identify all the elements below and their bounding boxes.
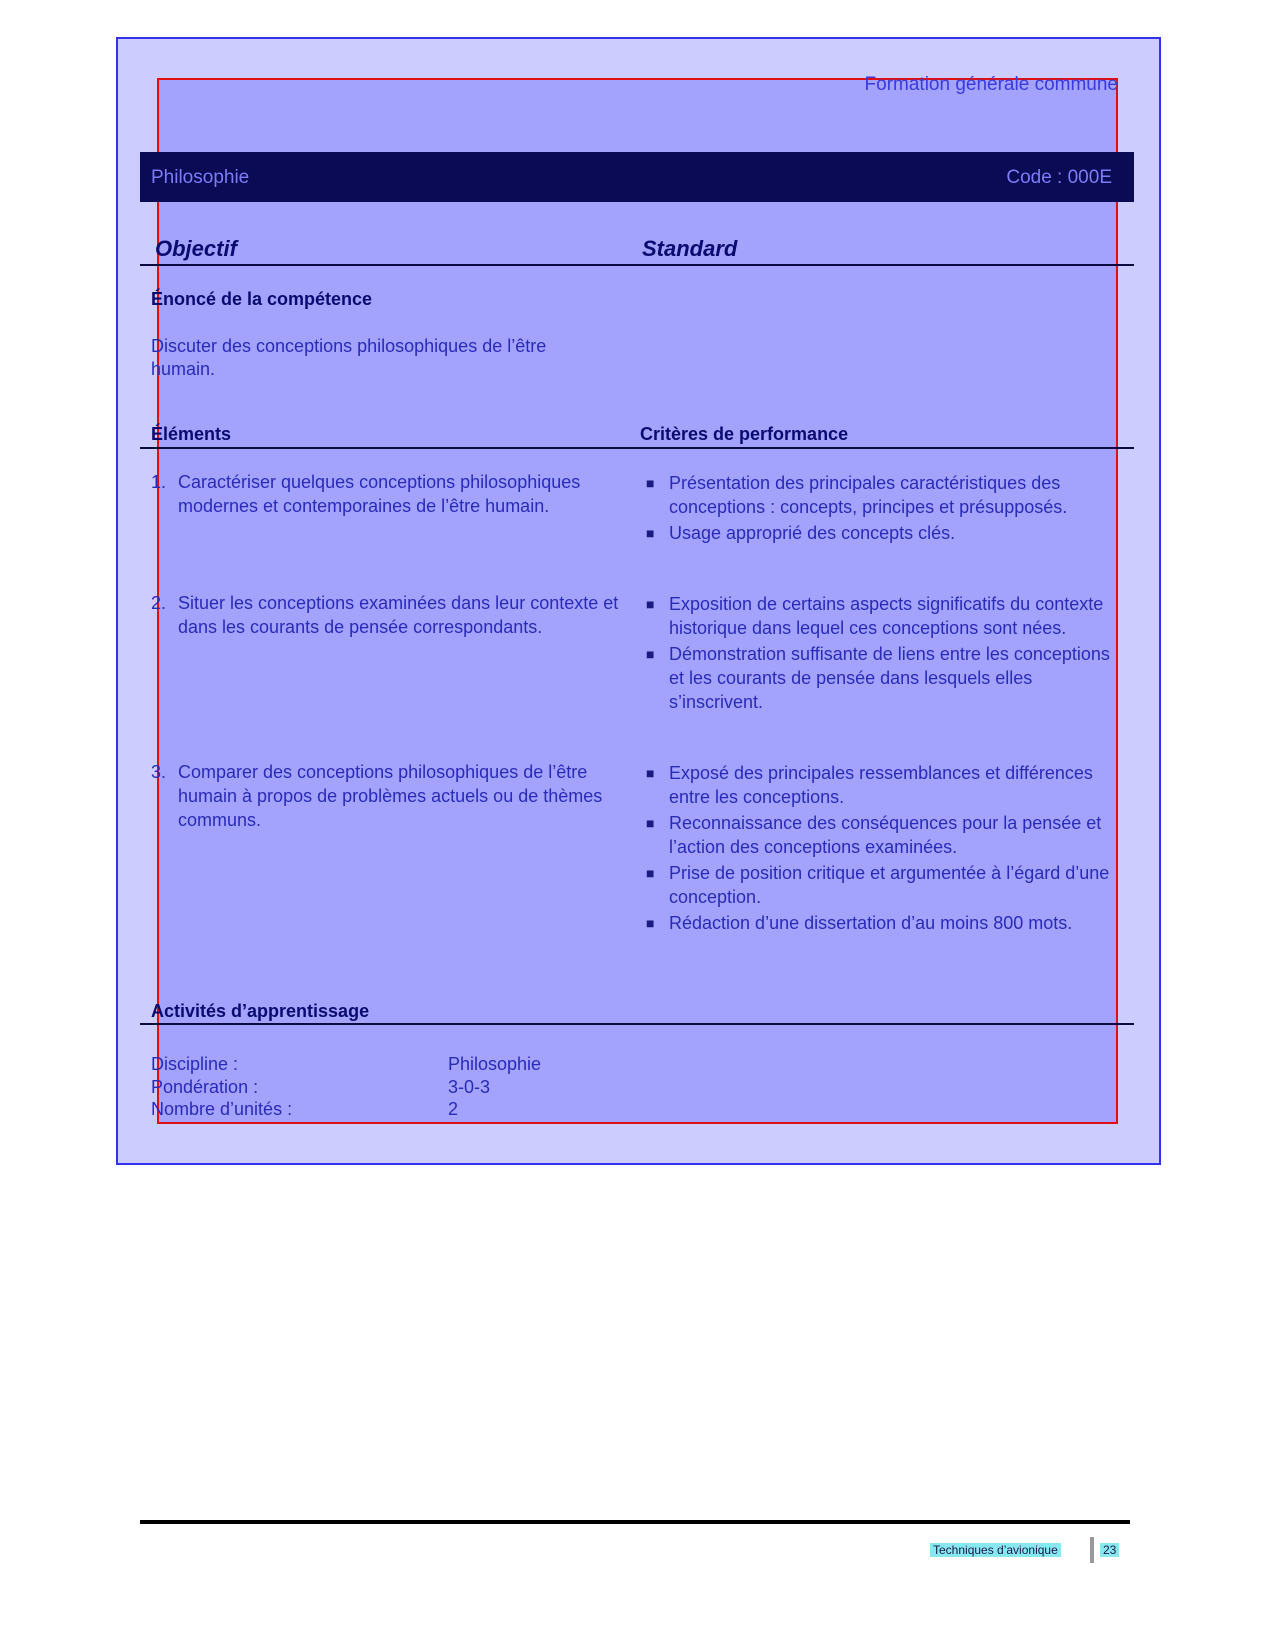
criteria-item: ■ Démonstration suffisante de liens entre les conceptions et les courants de pensée dans lesquels elles s’inscrivent. — [646, 644, 1110, 712]
info-label: Pondération : — [151, 1077, 259, 1097]
criteria-item: ■ Usage approprié des concepts clés. — [646, 523, 956, 543]
criteria-item: ■ Reconnaissance des conséquences pour la pensée et l’action des conceptions examinées. — [646, 813, 1102, 857]
activities-heading: Activités d’apprentissage — [151, 1001, 370, 1021]
elements-heading: Éléments — [151, 424, 232, 444]
divider — [140, 447, 1134, 449]
criteria-item: ■ Prise de position critique et argumentée à l’égard d’une conception. — [646, 863, 1110, 907]
info-value: 2 — [448, 1099, 459, 1119]
bullet-icon: ■ — [646, 765, 655, 781]
info-row-discipline — [151, 1054, 541, 1075]
info-label: Discipline : — [151, 1054, 239, 1074]
info-row-ponderation — [151, 1077, 490, 1098]
standard-heading: Standard — [642, 236, 738, 261]
element-number: 3. — [151, 762, 167, 782]
competence-text: Discuter des conceptions philosophiques de l’être humain. — [151, 336, 547, 379]
criteria-list — [646, 592, 1122, 716]
bullet-icon: ■ — [646, 475, 655, 491]
bullet-icon: ■ — [646, 525, 655, 541]
bullet-icon: ■ — [646, 865, 655, 881]
element-item — [151, 470, 621, 518]
page-number: 23 — [1100, 1543, 1119, 1557]
element-number: 1. — [151, 472, 167, 492]
criteria-item: ■ Rédaction d’une dissertation d’au moins 800 mots. — [646, 913, 1073, 933]
bullet-icon: ■ — [646, 596, 655, 612]
footer-program: Techniques d’avionique — [930, 1543, 1061, 1557]
course-code: Code : 000E — [1006, 167, 1112, 188]
element-text: Comparer des conceptions philosophiques de l’être humain à propos de problèmes actuels ou de thèmes communs. — [178, 762, 603, 830]
info-label: Nombre d’unités : — [151, 1099, 293, 1119]
element-number: 2. — [151, 593, 167, 613]
element-item — [151, 591, 621, 639]
bullet-icon: ■ — [646, 815, 655, 831]
divider — [140, 264, 1134, 266]
course-title: Philosophie — [151, 167, 250, 188]
criteria-list — [646, 471, 1122, 547]
element-text: Situer les conceptions examinées dans leur contexte et dans les courants de pensée correspondants. — [178, 593, 619, 637]
bullet-icon: ■ — [646, 915, 655, 931]
element-item — [151, 760, 621, 832]
info-row-units — [151, 1099, 458, 1120]
bullet-icon: ■ — [646, 646, 655, 662]
criteria-item: ■ Exposé des principales ressemblances et différences entre les conceptions. — [646, 763, 1093, 807]
objective-heading: Objectif — [155, 236, 237, 261]
criteria-item: ■ Exposition de certains aspects significatifs du contexte historique dans lequel ces conceptions sont nées. — [646, 594, 1104, 638]
criteria-list — [646, 761, 1122, 937]
info-value: Philosophie — [448, 1054, 542, 1074]
program-label: Formation générale commune — [864, 74, 1118, 95]
footer-rule — [140, 1520, 1130, 1524]
info-value: 3-0-3 — [448, 1077, 491, 1097]
footer-separator — [1090, 1537, 1094, 1563]
competence-heading: Énoncé de la compétence — [151, 289, 373, 309]
criteria-item: ■ Présentation des principales caractéristiques des conceptions : concepts, principes et présupposés. — [646, 473, 1068, 517]
element-text: Caractériser quelques conceptions philosophiques modernes et contemporaines de l’être humain. — [178, 472, 581, 516]
divider — [140, 1023, 1134, 1025]
criteria-heading: Critères de performance — [640, 424, 849, 444]
